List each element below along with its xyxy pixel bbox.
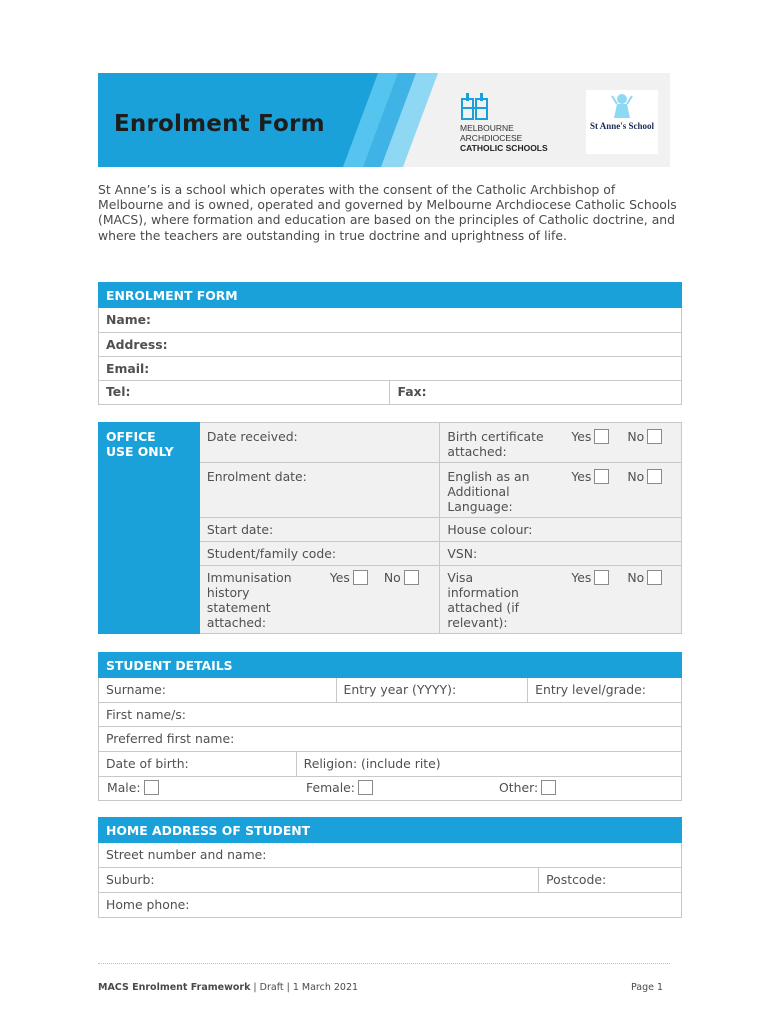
first-names-field[interactable]: First name/s:	[99, 703, 682, 727]
school-logo	[586, 90, 658, 154]
footer-text: MACS Enrolment Framework | Draft | 1 March 2021	[98, 982, 359, 993]
name-field[interactable]: Name:	[99, 308, 682, 333]
home-address-table	[98, 817, 682, 918]
checkbox[interactable]	[594, 429, 609, 444]
surname-field[interactable]: Surname:	[99, 678, 337, 703]
section-heading: HOME ADDRESS OF STUDENT	[99, 818, 682, 843]
checkbox[interactable]	[404, 570, 419, 585]
date-received-field[interactable]: Date received:	[199, 423, 440, 463]
visa-no[interactable]: No	[627, 570, 662, 586]
section-heading: ENROLMENT FORM	[99, 283, 682, 308]
house-colour-field[interactable]: House colour:	[440, 518, 682, 542]
eal-label: English as an Additional Language:	[447, 469, 530, 514]
eal-field[interactable]	[440, 463, 682, 518]
visa-label: Visa information attached (if relevant):	[447, 570, 520, 630]
birth-cert-label: Birth certificate attached:	[447, 429, 544, 459]
checkbox[interactable]	[358, 780, 373, 795]
religion-field[interactable]: Religion: (include rite)	[296, 752, 681, 777]
tel-field[interactable]: Tel:	[99, 381, 390, 405]
immunisation-yes[interactable]: Yes	[330, 570, 368, 586]
vsn-field[interactable]: VSN:	[440, 542, 682, 566]
entry-year-field[interactable]: Entry year (YYYY):	[336, 678, 528, 703]
entry-level-field[interactable]: Entry level/grade:	[528, 678, 682, 703]
family-code-field[interactable]: Student/family code:	[199, 542, 440, 566]
enrolment-date-field[interactable]: Enrolment date:	[199, 463, 440, 518]
immunisation-no[interactable]: No	[384, 570, 419, 586]
macs-logo	[460, 91, 580, 155]
macs-name: MELBOURNE ARCHDIOCESE CATHOLIC SCHOOLS	[460, 123, 548, 153]
eal-yes[interactable]: Yes	[571, 469, 609, 485]
checkbox[interactable]	[594, 570, 609, 585]
female-option[interactable]: Female:	[306, 780, 373, 796]
gender-row	[99, 777, 682, 801]
macs-emblem-icon	[460, 91, 490, 121]
birth-cert-no[interactable]: No	[627, 429, 662, 445]
checkbox[interactable]	[647, 429, 662, 444]
address-field[interactable]: Address:	[99, 333, 682, 357]
other-option[interactable]: Other:	[499, 780, 556, 796]
checkbox[interactable]	[144, 780, 159, 795]
immunisation-label: Immunisation history statement attached:	[206, 570, 292, 630]
birth-cert-field[interactable]	[440, 423, 682, 463]
intro-paragraph: St Anne’s is a school which operates with the consent of the Catholic Archbishop of Melbourne and is owned, operated and governed by Melbourne Archdiocese Catholic Schools (MACS), where formation and education are based on the principles of Catholic doctrine, and where the teachers are outstanding in true doctrine and uprightness of life.	[98, 182, 677, 243]
page-title: Enrolment Form	[114, 111, 325, 137]
email-field[interactable]: Email:	[99, 357, 682, 381]
school-emblem-icon	[586, 90, 658, 120]
dob-field[interactable]: Date of birth:	[99, 752, 297, 777]
checkbox[interactable]	[647, 570, 662, 585]
suburb-field[interactable]: Suburb:	[99, 868, 539, 893]
fax-field[interactable]: Fax:	[390, 381, 682, 405]
enrolment-form-table	[98, 282, 682, 405]
start-date-field[interactable]: Start date:	[199, 518, 440, 542]
home-phone-field[interactable]: Home phone:	[99, 893, 682, 918]
header-banner	[98, 73, 670, 167]
male-option[interactable]: Male:	[107, 780, 159, 796]
eal-no[interactable]: No	[627, 469, 662, 485]
postcode-field[interactable]: Postcode:	[539, 868, 682, 893]
checkbox[interactable]	[594, 469, 609, 484]
section-heading: STUDENT DETAILS	[99, 653, 682, 678]
immunisation-field[interactable]	[199, 566, 440, 634]
visa-field[interactable]	[440, 566, 682, 634]
checkbox[interactable]	[541, 780, 556, 795]
street-field[interactable]: Street number and name:	[99, 843, 682, 868]
visa-yes[interactable]: Yes	[571, 570, 609, 586]
preferred-name-field[interactable]: Preferred first name:	[99, 727, 682, 752]
office-use-table	[98, 422, 682, 634]
office-use-heading: OFFICE USE ONLY	[99, 423, 200, 634]
birth-cert-yes[interactable]: Yes	[571, 429, 609, 445]
student-details-table	[98, 652, 682, 801]
checkbox[interactable]	[353, 570, 368, 585]
page-number: Page 1	[631, 982, 664, 993]
school-name: St Anne's School	[589, 121, 655, 131]
checkbox[interactable]	[647, 469, 662, 484]
footer-divider	[98, 963, 670, 964]
